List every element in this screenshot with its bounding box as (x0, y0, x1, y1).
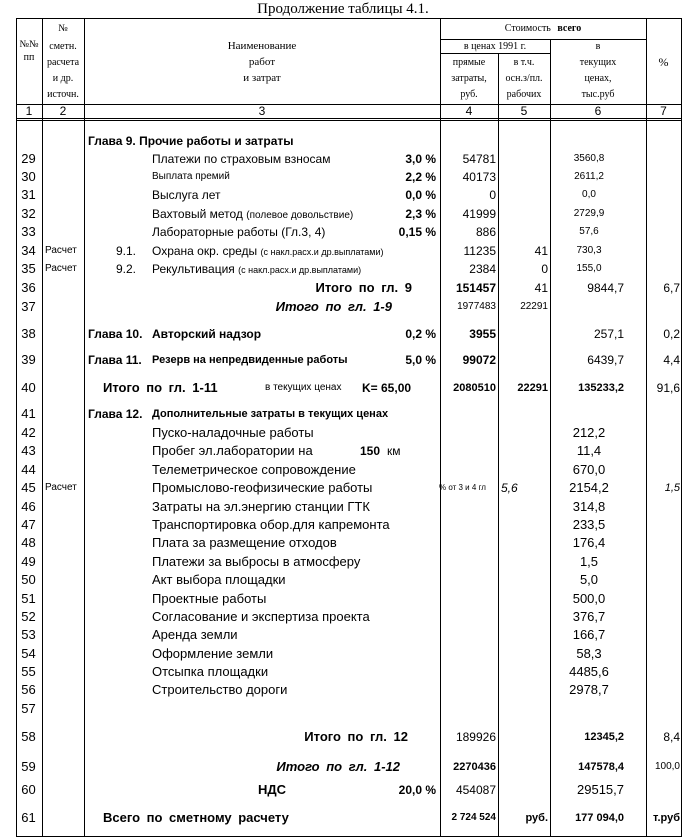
cell-direct: 2270436 (453, 761, 496, 773)
row-number: 39 (21, 352, 36, 367)
cell-current: 176,4 (572, 535, 606, 550)
distance-value: 150 (360, 444, 381, 458)
cell-current: 166,7 (572, 627, 606, 642)
cell-pct: 8,4 (663, 730, 680, 744)
row-number: 34 (21, 243, 36, 258)
cell-current: 2729,9 (573, 208, 605, 219)
cell-current: 2154,2 (569, 480, 609, 495)
table-row (0, 571, 686, 589)
pct-value: 5,0 % (405, 353, 436, 367)
row-number: 30 (21, 169, 36, 184)
vat-row (0, 781, 686, 799)
cell-wages: 22291 (517, 382, 548, 394)
header-name-2: работ (248, 56, 276, 68)
table-row (0, 186, 686, 204)
chapter-11-row (0, 351, 686, 369)
cell-current: 57,6 (579, 226, 599, 237)
row-name: Плата за размещение отходов (152, 535, 337, 550)
table-row (0, 498, 686, 516)
cell-wages: 22291 (520, 301, 548, 312)
header-smet-1: № (58, 23, 68, 34)
row-name: Отсыпка площадки (152, 664, 269, 679)
table-row (0, 663, 686, 681)
row-number: 44 (21, 462, 36, 477)
cell-current: 257,1 (593, 327, 624, 341)
chapter-label: Глава 12. (88, 407, 143, 421)
row-number: 60 (21, 782, 36, 797)
header-direct-2: затраты, (451, 73, 487, 84)
row-pct (360, 223, 436, 241)
table-row (0, 223, 686, 241)
row-name: Акт выбора площадки (152, 572, 286, 587)
header-cur-4: тыс.руб (581, 89, 615, 100)
chapter-label: Глава 11. (88, 353, 142, 367)
pct-value: 2,2 % (405, 170, 436, 184)
pct-value: 2,3 % (405, 207, 436, 221)
cell-current: 376,7 (572, 609, 606, 624)
cell-pct: 100,0 (654, 761, 680, 772)
distance-unit: км (387, 444, 401, 458)
header-incl-3: рабочих (506, 89, 542, 100)
row-number: 43 (21, 443, 36, 458)
cell-current: 12345,2 (584, 731, 624, 743)
chapter-title: Глава 9. Прочие работы и затраты (88, 134, 294, 148)
cell-wages: 41 (534, 281, 548, 295)
cell-current: 147578,4 (578, 761, 624, 773)
row-name-note: (полевое довольствие) (246, 210, 354, 221)
cell-current: 155,0 (576, 263, 602, 274)
row-number: 29 (21, 151, 36, 166)
row-number: 33 (21, 224, 36, 239)
row-name-note: (с накл.расх.и др.выплатами) (260, 247, 384, 257)
row-pct (360, 150, 436, 168)
cell-pct: т.руб (653, 812, 680, 824)
row-pct (360, 186, 436, 204)
row-number: 37 (21, 299, 36, 314)
row-number: 47 (21, 517, 36, 532)
cell-direct: 0 (489, 188, 496, 202)
row-number: 36 (21, 280, 36, 295)
row-name-main: Рекультивация (152, 262, 235, 276)
cell-pct: 1,5 (664, 482, 680, 494)
row-name (152, 205, 353, 225)
chapter-9-heading (0, 132, 686, 150)
cell-current: 730,3 (576, 245, 602, 256)
header-cost-all: всего (557, 23, 582, 34)
row-number: 57 (21, 701, 36, 716)
cell-direct: 2384 (469, 262, 496, 276)
row-number: 56 (21, 682, 36, 697)
cell-current: 233,5 (572, 517, 606, 532)
row-name: Затраты на эл.энергию станции ГТК (152, 499, 370, 514)
pct-value: 0,15 % (398, 225, 436, 239)
cell-current: 3560,8 (573, 153, 605, 164)
table-row (0, 645, 686, 663)
header-name-3: и затрат (243, 72, 281, 84)
row-number: 50 (21, 572, 36, 587)
cell-direct: 2 724 524 (451, 812, 496, 823)
table-row (0, 479, 686, 497)
cell-current: 58,3 (576, 646, 602, 661)
chapter-12-heading (0, 405, 686, 423)
row-number: 46 (21, 499, 36, 514)
cell-direct: 1977483 (457, 301, 496, 312)
pct-value: 0,0 % (405, 188, 436, 202)
table-row (0, 700, 686, 718)
header-cost (440, 22, 646, 35)
total-row (0, 279, 686, 297)
chapter-label: Глава 10. (88, 327, 143, 341)
cell-current: 135233,2 (578, 382, 624, 394)
total-row (0, 758, 686, 776)
header-pct: % (658, 55, 669, 69)
cell-current: 177 094,0 (575, 812, 624, 824)
col-number: 4 (465, 104, 473, 118)
row-number: 61 (21, 810, 36, 825)
table-row (0, 461, 686, 479)
cell-current: 314,8 (572, 499, 606, 514)
header-cur-1: в (595, 41, 601, 52)
table-row (0, 442, 686, 460)
total-label: Итого по гл. 9 (315, 280, 412, 295)
cell-current: 29515,7 (577, 782, 624, 797)
row-name: Оформление земли (152, 646, 274, 661)
row-number: 55 (21, 664, 36, 679)
cell-current: 2978,7 (569, 682, 609, 697)
row-number: 54 (21, 646, 36, 661)
table-row (0, 553, 686, 571)
row-name: Телеметрическое сопровождение (152, 462, 356, 477)
row-name: Согласование и экспертиза проекта (152, 609, 370, 624)
cell-direct: 54781 (462, 152, 496, 166)
table-row (0, 205, 686, 223)
row-name: Промыслово-геофизические работы (152, 480, 373, 495)
row-source: Расчет (45, 482, 77, 493)
col-number: 6 (594, 104, 602, 118)
cell-direct: 454087 (455, 783, 496, 797)
cell-direct: 40173 (462, 170, 496, 184)
table-row (0, 534, 686, 552)
row-number: 49 (21, 554, 36, 569)
cell-wages: 5,6 (501, 481, 518, 495)
cell-direct: 11235 (463, 244, 496, 258)
total-row (0, 298, 686, 316)
row-name (152, 242, 384, 261)
table-row (0, 242, 686, 260)
row-name-main: Охрана окр. среды (152, 244, 258, 258)
row-number: 42 (21, 425, 36, 440)
total-label: Всего по сметному расчету (103, 810, 289, 825)
cell-direct: 99072 (462, 353, 496, 367)
table-row (0, 590, 686, 608)
table-row (0, 168, 686, 186)
col-number: 2 (59, 104, 67, 118)
header-prices-1991: в ценах 1991 г. (463, 41, 527, 52)
row-name: Платежи по страховым взносам (152, 152, 331, 166)
col-number: 7 (660, 104, 667, 118)
pct-value: 3,0 % (405, 152, 436, 166)
cell-current: 212,2 (572, 425, 606, 440)
header-cur-2: текущих (579, 57, 617, 68)
row-pct (360, 351, 436, 369)
table-row (0, 260, 686, 278)
row-name (152, 260, 361, 279)
header-smet-4: и др. (52, 73, 74, 84)
row-pct (360, 205, 436, 223)
table-row (0, 626, 686, 644)
row-number: 59 (21, 759, 36, 774)
row-name: Проектные работы (152, 591, 267, 606)
row-number: 53 (21, 627, 36, 642)
cell-direct: 41999 (462, 207, 496, 221)
header-incl-2: осн.з/пл. (505, 73, 543, 84)
header-direct-1: прямые (452, 57, 486, 68)
total-label: НДС (258, 782, 287, 797)
row-number: 35 (21, 261, 36, 276)
col-number: 3 (258, 104, 266, 118)
cell-pct: 4,4 (663, 353, 680, 367)
row-number: 41 (21, 406, 36, 421)
row-name: Транспортировка обор.для капремонта (152, 517, 390, 532)
table-row (0, 516, 686, 534)
row-name-main: Вахтовый метод (152, 207, 243, 221)
row-name: Платежи за выбросы в атмосферу (152, 554, 361, 569)
row-name: Пуско-наладочные работы (152, 425, 314, 440)
row-name: Строительство дороги (152, 682, 288, 697)
cell-current: 4485,6 (569, 664, 609, 679)
cell-direct: 2080510 (453, 382, 496, 394)
total-label: Итого по гл. 12 (304, 729, 408, 744)
row-sub-number: 9.2. (116, 262, 137, 276)
total-label: Итого по гл. 1-11 (103, 380, 218, 395)
cell-current: 6439,7 (587, 353, 624, 367)
header-smet-5: источн. (47, 89, 79, 100)
cell-current: 500,0 (572, 591, 606, 606)
coefficient: K= 65,00 (362, 381, 412, 395)
cell-current: 0,0 (582, 189, 596, 200)
row-name: Пробег эл.лаборатории на (152, 443, 313, 458)
cell-direct: 189926 (455, 730, 496, 744)
chapter-10-row (0, 325, 686, 343)
row-number: 58 (21, 729, 36, 744)
row-name-note: (с накл.расх.и др.выплатами) (238, 265, 362, 275)
cell-direct: 3955 (469, 327, 496, 341)
row-name: Аренда земли (152, 627, 238, 642)
table-caption: Продолжение таблицы 4.1. (257, 1, 429, 17)
row-sub-number: 9.1. (116, 244, 137, 258)
total-label: Итого по гл. 1-9 (275, 299, 392, 314)
row-name: Резерв на непредвиденные работы (152, 354, 348, 366)
cell-direct: % от 3 и 4 гл (439, 483, 486, 492)
header-incl-1: в т.ч. (513, 57, 535, 68)
total-note: в текущих ценах (265, 382, 342, 393)
header-cost-label: Стоимость (504, 23, 551, 34)
pct-value: 20,0 % (398, 783, 436, 797)
row-name: Выплата премий (152, 171, 230, 182)
row-pct (360, 168, 436, 186)
cell-current: 5,0 (579, 572, 599, 587)
col-number: 5 (520, 104, 528, 118)
pct-value: 0,2 % (405, 327, 436, 341)
row-pct (360, 325, 436, 343)
total-row (0, 379, 686, 397)
cell-direct: 151457 (455, 281, 496, 295)
row-number: 32 (21, 206, 36, 221)
header-nn: №№ пп (19, 39, 39, 63)
row-source: Расчет (45, 263, 77, 274)
row-pct (360, 781, 436, 799)
cell-current: 9844,7 (587, 281, 624, 295)
cell-wages: руб. (525, 812, 548, 824)
header-smet-2: сметн. (49, 41, 77, 52)
row-number: 51 (21, 591, 36, 606)
row-number: 45 (21, 480, 36, 495)
table-row (0, 681, 686, 699)
row-number: 52 (21, 609, 36, 624)
row-source: Расчет (45, 245, 77, 256)
header-name-1: Наименование (227, 40, 297, 52)
row-number: 38 (21, 326, 36, 341)
cell-pct: 6,7 (663, 281, 680, 295)
table-row (0, 608, 686, 626)
row-number: 48 (21, 535, 36, 550)
row-name: Авторский надзор (152, 327, 262, 341)
row-number: 40 (21, 380, 36, 395)
cell-current: 1,5 (579, 554, 599, 569)
cell-current: 11,4 (576, 443, 602, 458)
table-row (0, 150, 686, 168)
cell-wages: 0 (541, 262, 548, 276)
header-smet-3: расчета (46, 57, 80, 68)
cell-wages: 41 (534, 244, 548, 258)
total-row (0, 728, 686, 746)
cell-current: 2611,2 (574, 171, 604, 182)
header-direct-3: руб. (460, 89, 478, 100)
cell-direct: 886 (475, 225, 496, 239)
cell-pct: 0,2 (663, 327, 680, 341)
total-label: Итого по гл. 1-12 (276, 759, 400, 774)
chapter-title: Дополнительные затраты в текущих ценах (152, 408, 389, 420)
row-name: Лабораторные работы (Гл.3, 4) (152, 225, 326, 239)
col-number: 1 (25, 104, 33, 118)
cell-pct: 91,6 (656, 381, 680, 395)
grand-total-row (0, 809, 686, 827)
header-cur-3: ценах, (584, 73, 612, 84)
row-number: 31 (21, 187, 36, 202)
table-row (0, 424, 686, 442)
cell-current: 670,0 (572, 462, 606, 477)
row-name: Выслуга лет (152, 188, 221, 202)
